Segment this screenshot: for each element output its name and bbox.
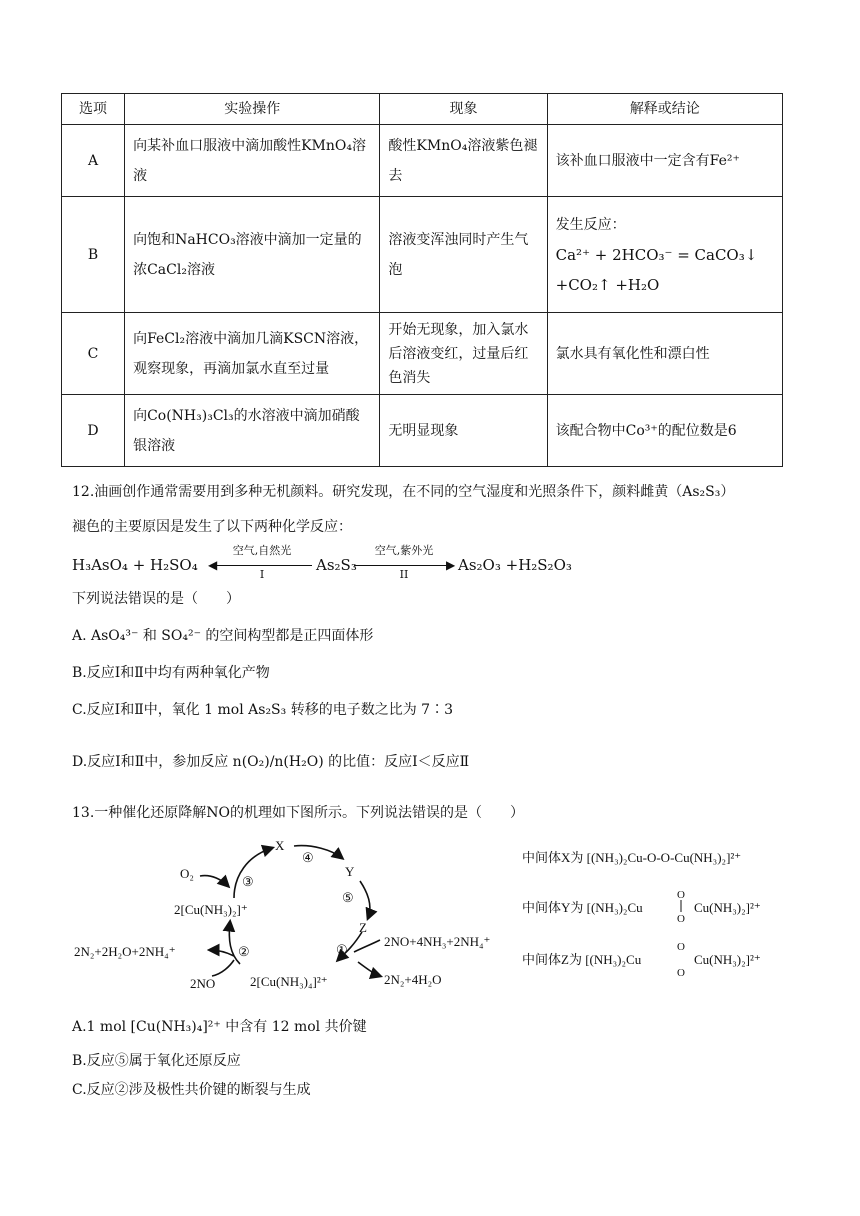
label-x: X: [275, 838, 285, 853]
arrow2-head: ▶: [446, 558, 456, 572]
arrow-in2: [212, 960, 234, 976]
intermediate-z-left: 中间体Z为 [(NH₃)₂Cu: [522, 952, 642, 967]
reaction-left-products: H₃AsO₄ + H₂SO₄: [72, 556, 198, 574]
label-cu1: 2[Cu(NH₃)₂]⁺: [174, 902, 248, 917]
arrow-in1: [354, 940, 380, 952]
q13-mechanism-diagram: [62, 836, 792, 996]
label-step4: ④: [302, 850, 314, 865]
arrow1-line: [212, 565, 312, 566]
label-cu2: 2[Cu(NH₃)₄]²⁺: [250, 974, 328, 989]
intermediate-z-o-top: O: [677, 941, 685, 953]
q13-stem: 13.一种催化还原降解NO的机理如下图所示。下列说法错误的是（ ）: [72, 805, 524, 821]
row-operation: 向Co(NH₃)₃Cl₃的水溶液中滴加硝酸银溶液: [125, 395, 380, 467]
row-phenomenon: 无明显现象: [380, 395, 547, 467]
row-option: C: [62, 313, 125, 395]
arrow2-top-label: 空气,紫外光: [374, 544, 434, 557]
label-step5: ⑤: [342, 890, 354, 905]
intermediate-y-o-top: O: [677, 889, 685, 901]
row-operation: 向FeCl₂溶液中滴加几滴KSCN溶液，观察现象，再滴加氯水直至过量: [125, 313, 380, 395]
table-row: [62, 125, 783, 197]
arrow1-bottom-label: I: [259, 568, 265, 581]
conclusion-line: 发生反应：: [555, 216, 626, 233]
intermediate-x: 中间体X为 [(NH₃)₂Cu-O-O-Cu(NH₃)₂]²⁺: [522, 850, 742, 865]
arrow1-head: ◀: [208, 558, 218, 572]
row-conclusion: [547, 197, 782, 313]
header-conclusion: 解释或结论: [547, 94, 782, 125]
header-phenomenon: 现象: [380, 94, 547, 125]
row-operation: 向饱和NaHCO₃溶液中滴加一定量的浓CaCl₂溶液: [125, 197, 380, 313]
table-header-row: [62, 94, 783, 125]
arrow2-bottom-label: II: [399, 568, 409, 581]
q12-option-d: D.反应Ⅰ和Ⅱ中，参加反应 n(O₂)/n(H₂O) 的比值：反应Ⅰ＜反应Ⅱ: [72, 754, 470, 770]
label-out1: 2N₂+4H₂O: [384, 972, 442, 987]
row-phenomenon: 开始无现象，加入氯水后溶液变红，过量后红色消失: [380, 313, 547, 395]
intermediate-z-right: Cu(NH₃)₂]²⁺: [694, 952, 761, 967]
arrow-o2-in: [200, 876, 228, 886]
q12-option-a: A. AsO₄³⁻ 和 SO₄²⁻ 的空间构型都是正四面体形: [72, 628, 374, 644]
row-phenomenon: 酸性KMnO₄溶液紫色褪去: [380, 125, 547, 197]
q12-stem-line2: 褪色的主要原因是发生了以下两种化学反应：: [72, 519, 352, 535]
row-operation: 向某补血口服液中滴加酸性KMnO₄溶液: [125, 125, 380, 197]
arrow-out2: [210, 950, 234, 956]
label-y: Y: [345, 864, 355, 879]
label-in2: 2NO: [190, 976, 216, 991]
arrow1-top-label: 空气,自然光: [232, 544, 292, 557]
q13-option-a: A.1 mol [Cu(NH₃)₄]²⁺ 中含有 12 mol 共价键: [72, 1019, 367, 1035]
row-option: A: [62, 125, 125, 197]
row-conclusion: 该补血口服液中一定含有Fe²⁺: [547, 125, 782, 197]
reaction-reactant: As₂S₃: [316, 556, 357, 574]
arrow-step3: [234, 848, 272, 898]
row-conclusion: 该配合物中Co³⁺的配位数是6: [547, 395, 782, 467]
q12-question: 下列说法错误的是（ ）: [72, 591, 240, 607]
q12-stem-line1: 12.油画创作通常需要用到多种无机颜料。研究发现，在不同的空气湿度和光照条件下，颜料雌黄（As₂S₃）: [72, 484, 735, 500]
row-option: D: [62, 395, 125, 467]
row-option: B: [62, 197, 125, 313]
q12-option-c: C.反应Ⅰ和Ⅱ中，氧化 1 mol As₂S₃ 转移的电子数之比为 7∶3: [72, 702, 453, 718]
label-in1: 2NO+4NH₃+2NH₄⁺: [384, 934, 491, 949]
label-o2: O₂: [180, 866, 194, 881]
arrow2-line: [354, 565, 452, 566]
header-option: 选项: [62, 94, 125, 125]
intermediate-y-right: Cu(NH₃)₂]²⁺: [694, 900, 761, 915]
q13-option-c: C.反应②涉及极性共价键的断裂与生成: [72, 1082, 311, 1098]
table-row: [62, 395, 783, 467]
intermediate-z-o-bottom: O: [677, 967, 685, 979]
intermediate-y-o-bottom: O: [677, 913, 685, 925]
arrow-step5: [360, 881, 370, 918]
label-out2: 2N₂+2H₂O+2NH₄⁺: [74, 944, 176, 959]
q13-option-b: B.反应⑤属于氧化还原反应: [72, 1053, 241, 1069]
label-step2: ②: [238, 944, 250, 959]
q11-table: [61, 93, 783, 467]
conclusion-line: +CO₂↑ +H₂O: [555, 275, 660, 294]
label-step1: ①: [336, 942, 348, 957]
intermediate-y-left: 中间体Y为 [(NH₃)₂Cu: [522, 900, 643, 915]
arrow-out1: [358, 962, 380, 976]
conclusion-line: Ca²⁺ + 2HCO₃⁻ = CaCO₃↓: [555, 245, 758, 264]
q12-reaction: [72, 544, 592, 581]
q12-option-b: B.反应Ⅰ和Ⅱ中均有两种氧化产物: [72, 665, 270, 681]
row-phenomenon: 溶液变浑浊同时产生气泡: [380, 197, 547, 313]
label-z: Z: [359, 920, 367, 935]
table-row: [62, 197, 783, 313]
reaction-right-products: As₂O₃ +H₂S₂O₃: [458, 556, 572, 574]
row-conclusion: 氯水具有氧化性和漂白性: [547, 313, 782, 395]
header-operation: 实验操作: [125, 94, 380, 125]
label-step3: ③: [242, 874, 254, 889]
table-row: [62, 313, 783, 395]
